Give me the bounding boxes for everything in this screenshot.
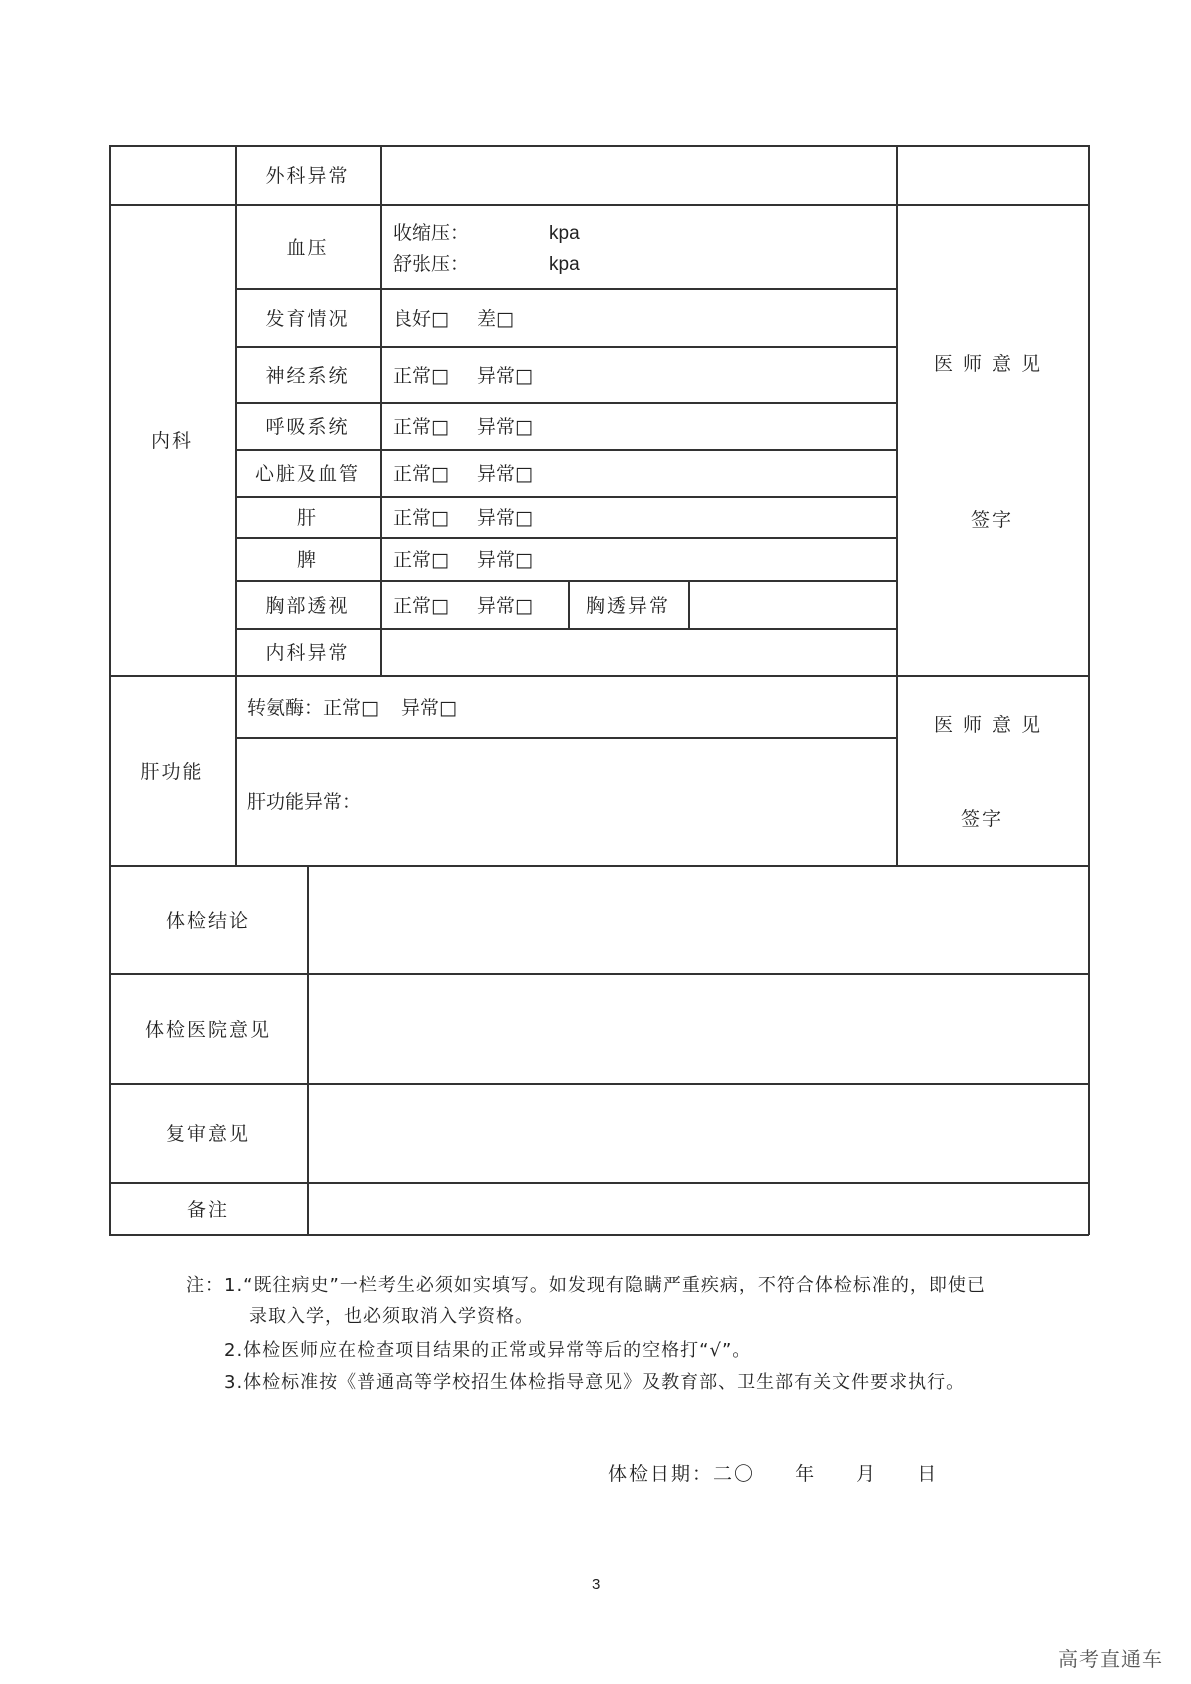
note-prefix: 注：: [186, 1275, 224, 1296]
internal-signature-label: 签字: [970, 508, 1013, 531]
diastolic-unit: kpa: [549, 254, 580, 275]
diastolic-label: 舒张压：: [393, 253, 470, 275]
exam-date-month: 月: [856, 1463, 878, 1485]
liver-doctor-opinion-label: 医师意见: [933, 713, 1050, 736]
heart-vessels-options: [393, 449, 533, 496]
surgery-abnormal-label: 外科异常: [265, 165, 350, 187]
respiratory-system-options: [393, 402, 533, 449]
development-options: [393, 288, 514, 346]
alt-normal-checkbox[interactable]: 正常□: [323, 696, 379, 719]
spleen-normal-checkbox[interactable]: 正常□: [393, 549, 449, 571]
internal-abnormal-label: 内科异常: [265, 642, 350, 664]
chest-xray-label: 胸部透视: [265, 594, 350, 617]
development-good-checkbox[interactable]: 良好□: [393, 307, 449, 330]
remarks-label: 备注: [186, 1198, 229, 1221]
spleen-options: [393, 537, 533, 580]
exam-conclusion-label: 体检结论: [165, 909, 250, 932]
internal-doctor-opinion-label: 医师意见: [933, 352, 1050, 375]
exam-date-prefix: 二〇: [713, 1463, 756, 1485]
blood-pressure-fields: [393, 218, 580, 280]
liver-function-abnormal-label: 肝功能异常：: [247, 790, 362, 813]
chest-abnormal-checkbox[interactable]: 异常□: [476, 594, 533, 617]
alt-label: 转氨酶：: [247, 696, 324, 719]
nervous-system-options: [393, 346, 533, 402]
note-2: 2.体检医师应在检查项目结果的正常或异常等后的空格打“√”。: [224, 1340, 752, 1361]
liver-function-label: 肝功能: [140, 760, 204, 783]
alt-row: [247, 675, 457, 737]
spleen-label: 脾: [296, 549, 318, 571]
exam-date-label: 体检日期：: [608, 1463, 714, 1485]
liver-label: 肝: [296, 507, 318, 529]
nervous-abnormal-checkbox[interactable]: 异常□: [476, 364, 533, 387]
hospital-opinion-label: 体检医院意见: [144, 1018, 271, 1041]
watermark-text: 高考直通车: [1058, 1647, 1163, 1671]
alt-abnormal-checkbox[interactable]: 异常□: [400, 696, 457, 719]
nervous-normal-checkbox[interactable]: 正常□: [393, 364, 449, 387]
note-1-line-1: 1.“既往病史”一栏考生必须如实填写。如发现有隐瞒严重疾病，不符合体检标准的，即使已: [224, 1275, 986, 1296]
chest-xray-abnormal-label: 胸透异常: [585, 594, 670, 617]
nervous-system-label: 神经系统: [265, 364, 350, 387]
chest-normal-checkbox[interactable]: 正常□: [393, 594, 449, 617]
respiratory-normal-checkbox[interactable]: 正常□: [393, 416, 449, 438]
respiratory-abnormal-checkbox[interactable]: 异常□: [476, 416, 533, 438]
development-poor-checkbox[interactable]: 差□: [476, 307, 514, 330]
note-3: 3.体检标准按《普通高等学校招生体检指导意见》及教育部、卫生部有关文件要求执行。: [224, 1372, 966, 1393]
systolic-unit: kpa: [549, 223, 580, 244]
development-label: 发育情况: [265, 307, 350, 330]
chest-xray-options: [393, 580, 533, 628]
exam-date-day: 日: [917, 1463, 939, 1485]
heart-vessels-label: 心脏及血管: [254, 463, 360, 485]
internal-medicine-label: 内科: [150, 430, 193, 452]
exam-date: [608, 1459, 938, 1486]
liver-signature-label: 签字: [960, 807, 1003, 830]
respiratory-system-label: 呼吸系统: [265, 416, 350, 438]
note-1-line-2: 录取入学，也必须取消入学资格。: [249, 1306, 534, 1327]
exam-date-year: 年: [795, 1463, 817, 1485]
page-number: 3: [592, 1576, 601, 1593]
liver-normal-checkbox[interactable]: 正常□: [393, 507, 449, 529]
systolic-label: 收缩压：: [393, 222, 470, 244]
liver-abnormal-checkbox[interactable]: 异常□: [476, 507, 533, 529]
heart-normal-checkbox[interactable]: 正常□: [393, 463, 449, 485]
review-opinion-label: 复审意见: [165, 1123, 250, 1145]
spleen-abnormal-checkbox[interactable]: 异常□: [476, 549, 533, 571]
heart-abnormal-checkbox[interactable]: 异常□: [476, 463, 533, 485]
blood-pressure-label: 血压: [286, 236, 329, 259]
liver-options: [393, 496, 533, 537]
